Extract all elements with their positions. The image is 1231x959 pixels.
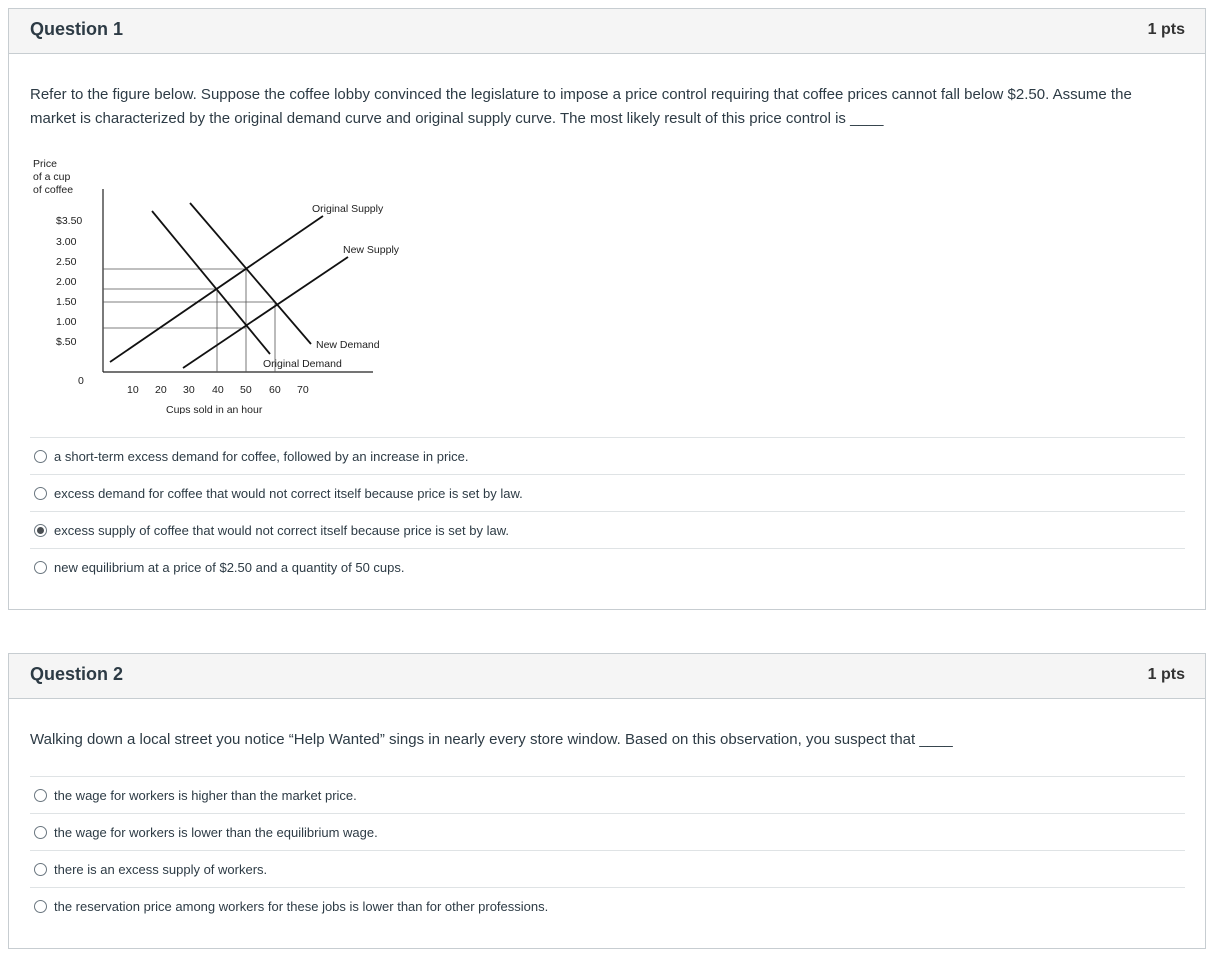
x-tick-label: 40 (212, 384, 224, 396)
original-demand-curve (152, 211, 270, 354)
radio-button[interactable] (34, 900, 47, 913)
radio-button[interactable] (34, 863, 47, 876)
question-1-points: 1 pts (1147, 21, 1185, 38)
x-tick-label: 70 (297, 384, 309, 396)
y-axis-label-line-1: Price (33, 158, 57, 170)
radio-button[interactable] (34, 450, 47, 463)
original-demand-label: Original Demand (263, 358, 342, 370)
question-2-answers (30, 776, 1185, 924)
y-axis-label-line-2: of a cup (33, 171, 71, 183)
y-tick-label: 2.00 (56, 276, 77, 288)
x-tick-label: 50 (240, 384, 252, 396)
y-tick-label: $3.50 (56, 215, 83, 227)
y-tick-label: $.50 (56, 336, 77, 348)
answer-label: the wage for workers is higher than the market price. (54, 787, 357, 803)
answer-option[interactable] (30, 813, 1185, 850)
radio-button[interactable] (34, 487, 47, 500)
radio-button[interactable] (34, 561, 47, 574)
x-axis-label: Cups sold in an hour (166, 404, 263, 414)
x-tick-label: 30 (183, 384, 195, 396)
origin-label: 0 (78, 375, 84, 387)
answer-option[interactable] (30, 850, 1185, 887)
answer-label: the reservation price among workers for these jobs is lower than for other professions. (54, 898, 549, 914)
answer-label: excess demand for coffee that would not correct itself because price is set by law. (54, 485, 523, 501)
answer-option[interactable] (30, 437, 1185, 474)
answer-option[interactable] (30, 887, 1185, 924)
answer-label: there is an excess supply of workers. (54, 861, 268, 877)
answer-option[interactable] (30, 776, 1185, 813)
question-2-title: Question 2 (30, 664, 124, 684)
question-2-card (8, 653, 1206, 949)
y-axis-label-line-3: of coffee (33, 184, 74, 196)
radio-button[interactable] (34, 789, 47, 802)
x-tick-label: 60 (269, 384, 281, 396)
radio-button[interactable] (34, 826, 47, 839)
answer-option[interactable] (30, 511, 1185, 548)
y-tick-label: 1.50 (56, 296, 77, 308)
answer-label: a short-term excess demand for coffee, followed by an increase in price. (54, 448, 469, 464)
x-tick-label: 10 (127, 384, 139, 396)
new-supply-curve (183, 257, 348, 368)
question-1-title: Question 1 (30, 19, 124, 39)
answer-option[interactable] (30, 548, 1185, 585)
radio-button-selected[interactable] (34, 524, 47, 537)
answer-label: excess supply of coffee that would not correct itself because price is set by law. (54, 522, 509, 538)
supply-demand-graph (25, 154, 405, 414)
question-1-header (9, 9, 1205, 54)
new-supply-label: New Supply (343, 244, 400, 256)
supply-demand-figure (25, 154, 405, 414)
original-supply-label: Original Supply (312, 203, 384, 215)
answer-option[interactable] (30, 474, 1185, 511)
x-tick-label: 20 (155, 384, 167, 396)
y-tick-label: 2.50 (56, 256, 77, 268)
y-tick-label: 3.00 (56, 236, 77, 248)
question-1-text: Refer to the figure below. Suppose the coffee lobby convinced the legislature to impose a price control requiring that coffee prices cannot fall below $2.50. Assume the market is characterized by the original demand curve and original supply curve. The most likely result of this price control is ____ (30, 86, 1132, 127)
new-demand-label: New Demand (316, 339, 380, 351)
question-2-points: 1 pts (1147, 666, 1185, 683)
answer-label: the wage for workers is lower than the equilibrium wage. (54, 824, 378, 840)
question-1-card (8, 8, 1206, 610)
question-2-text: Walking down a local street you notice “Help Wanted” sings in nearly every store window. Based on this observation, you suspect that ____ (30, 731, 953, 748)
y-tick-label: 1.00 (56, 316, 77, 328)
question-2-header (9, 654, 1205, 699)
answer-label: new equilibrium at a price of $2.50 and a quantity of 50 cups. (54, 559, 405, 575)
question-1-answers (30, 437, 1185, 585)
